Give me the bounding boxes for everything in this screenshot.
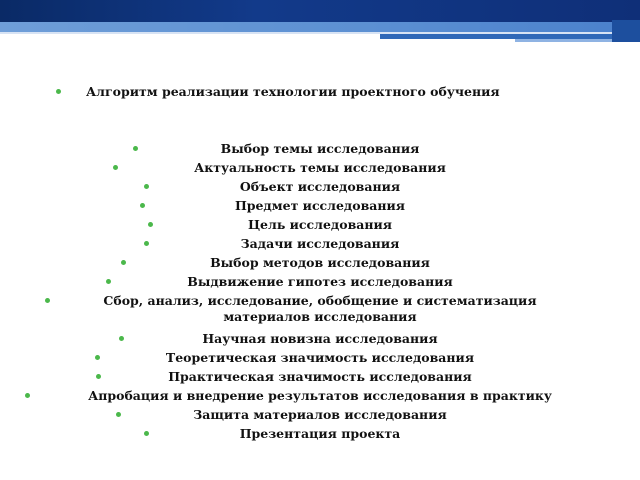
bullet-icon — [144, 184, 149, 189]
header-band-light — [0, 22, 640, 32]
list-item-text: Актуальность темы исследования — [194, 160, 446, 175]
list-item — [20, 426, 620, 442]
bullet-icon — [144, 241, 149, 246]
list-item — [20, 217, 620, 233]
slide-title — [56, 83, 616, 101]
list-item-text: Сбор, анализ, исследование, обобщение и систематизация — [103, 293, 537, 308]
bullet-icon — [45, 298, 50, 303]
list-item-text: Теоретическая значимость исследования — [165, 350, 475, 365]
bullet-icon — [144, 431, 149, 436]
list-item — [20, 293, 620, 325]
list-item-text: Презентация проекта — [239, 426, 401, 441]
list-item-text: Научная новизна исследования — [202, 331, 438, 346]
list-item — [20, 141, 620, 157]
list-item — [20, 179, 620, 195]
list-item-text-continued: материалов исследования — [223, 309, 417, 324]
list-item-text: Выдвижение гипотез исследования — [187, 274, 453, 289]
bullet-icon — [96, 374, 101, 379]
list-item — [20, 255, 620, 271]
list-item — [20, 369, 620, 385]
list-item-text: Апробация и внедрение результатов исследования в практику — [88, 388, 552, 403]
list-item — [20, 350, 620, 366]
header-band-dark — [0, 0, 640, 22]
bullet-icon — [25, 393, 30, 398]
list-item — [20, 236, 620, 252]
bullet-icon — [140, 203, 145, 208]
header-corner-block — [612, 20, 640, 42]
bullet-icon — [106, 279, 111, 284]
bullet-icon — [133, 146, 138, 151]
bullet-icon — [56, 89, 61, 94]
list-item — [20, 407, 620, 423]
bullet-icon — [116, 412, 121, 417]
list-item-text: Выбор темы исследования — [220, 141, 420, 156]
slide-title-text: Алгоритм реализации технологии проектного обучения — [86, 84, 500, 99]
bullet-icon — [113, 165, 118, 170]
list-item — [20, 331, 620, 347]
list-item-text: Объект исследования — [239, 179, 401, 194]
bullet-icon — [119, 336, 124, 341]
bullet-icon — [148, 222, 153, 227]
list-item-text: Выбор методов исследования — [210, 255, 430, 270]
list-item — [20, 274, 620, 290]
list-item-text: Цель исследования — [247, 217, 393, 232]
list-item — [20, 160, 620, 176]
list-item — [20, 388, 620, 404]
list-item-text: Практическая значимость исследования — [168, 369, 472, 384]
bullet-icon — [121, 260, 126, 265]
list-item-text: Защита материалов исследования — [193, 407, 447, 422]
bullet-icon — [95, 355, 100, 360]
list-item-text: Задачи исследования — [240, 236, 400, 251]
list-item — [20, 198, 620, 214]
list-item-text: Предмет исследования — [234, 198, 406, 213]
